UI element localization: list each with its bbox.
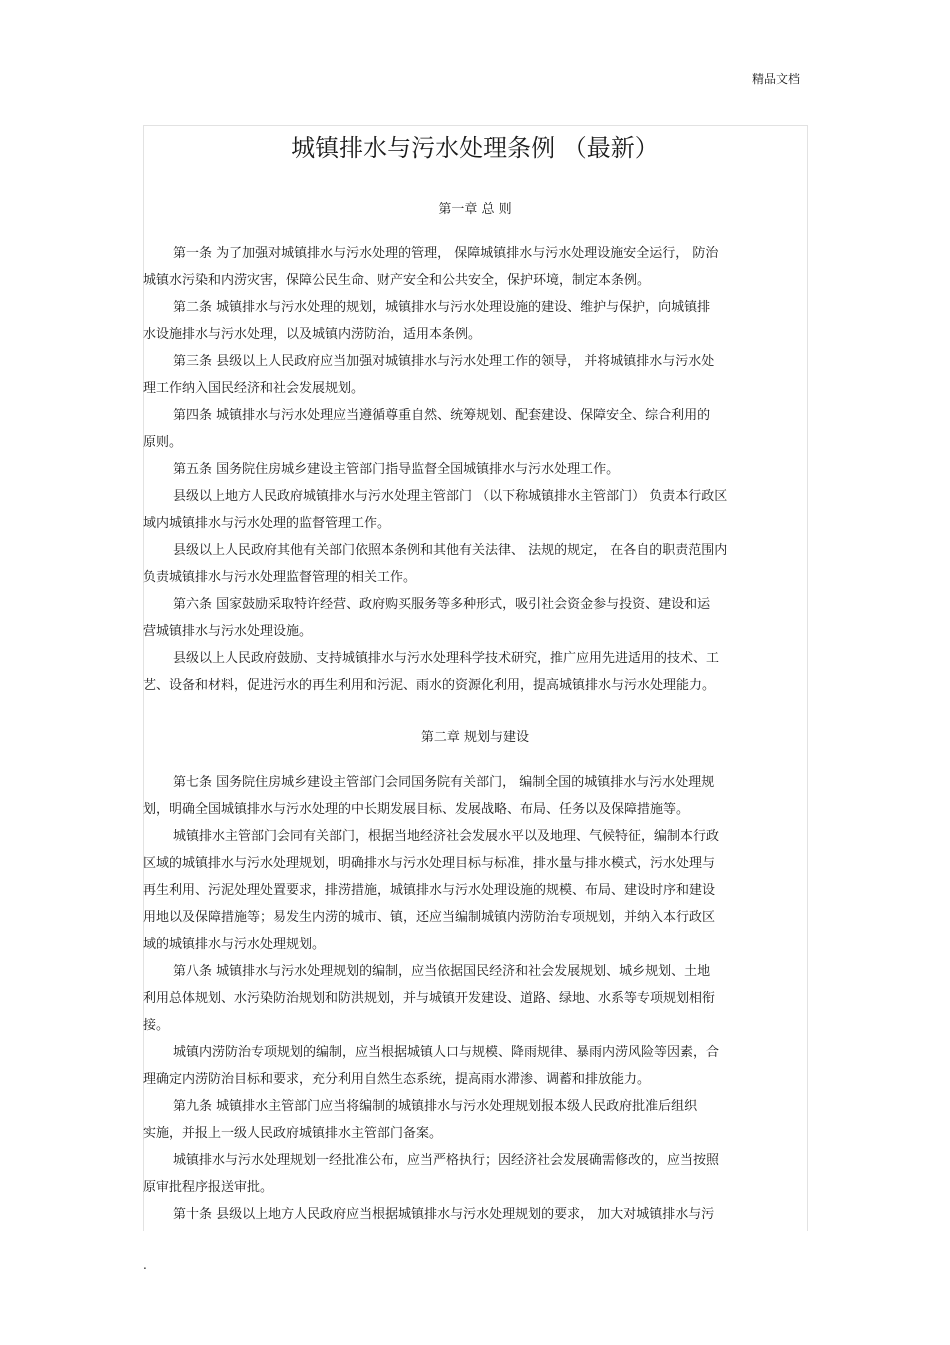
paragraph-line: 县级以上人民政府鼓励、支持城镇排水与污水处理科学技术研究，推广应用先进适用的技术、工: [173, 651, 720, 666]
paragraph-line: 用地以及保障措施等；易发生内涝的城市、镇，还应当编制城镇内涝防治专项规划，并纳入本行政区: [143, 910, 716, 925]
paragraph-line: 城镇排水主管部门会同有关部门，根据当地经济社会发展水平以及地理、气候特征，编制本行政: [173, 829, 720, 844]
paragraph-line: 艺、设备和材料，促进污水的再生利用和污泥、雨水的资源化利用，提高城镇排水与污水处理能力。: [143, 678, 716, 693]
paragraph-line: 城镇排水与污水处理规划一经批准公布，应当严格执行；因经济社会发展确需修改的，应当按照: [173, 1153, 720, 1168]
paragraph-line: 第九条 城镇排水主管部门应当将编制的城镇排水与污水处理规划报本级人民政府批准后组织: [173, 1099, 698, 1114]
chapter-heading-1: 第一章 总 则: [438, 202, 512, 217]
paragraph-line: 县级以上人民政府其他有关部门依照本条例和其他有关法律、 法规的规定， 在各自的职责范围内: [173, 543, 728, 558]
paragraph-line: 划，明确全国城镇排水与污水处理的中长期发展目标、发展战略、布局、任务以及保障措施等。: [143, 802, 690, 817]
paragraph-line: 城镇内涝防治专项规划的编制，应当根据城镇人口与规模、降雨规律、暴雨内涝风险等因素，合: [173, 1045, 720, 1060]
paragraph-line: 营城镇排水与污水处理设施。: [143, 624, 313, 639]
paragraph-line: 实施，并报上一级人民政府城镇排水主管部门备案。: [143, 1126, 443, 1141]
paragraph-line: 第二条 城镇排水与污水处理的规划，城镇排水与污水处理设施的建设、维护与保护，向城镇排: [173, 300, 711, 315]
paragraph-line: 理工作纳入国民经济和社会发展规划。: [143, 381, 365, 396]
paragraph-line: 利用总体规划、水污染防治规划和防洪规划，并与城镇开发建设、道路、绿地、水系等专项规划相衔: [143, 991, 716, 1006]
document-title: 城镇排水与污水处理条例 （最新）: [291, 134, 659, 162]
paragraph-line: 原审批程序报送审批。: [143, 1180, 274, 1195]
paragraph-line: 第八条 城镇排水与污水处理规划的编制，应当依据国民经济和社会发展规划、城乡规划、土地: [173, 964, 711, 979]
paragraph-line: 第六条 国家鼓励采取特许经营、政府购买服务等多种形式，吸引社会资金参与投资、建设和运: [173, 597, 711, 612]
paragraph-line: 再生利用、污泥处理处置要求，排涝措施，城镇排水与污水处理设施的规模、布局、建设时序和建设: [143, 883, 716, 898]
paragraph-line: 县级以上地方人民政府城镇排水与污水处理主管部门 （以下称城镇排水主管部门） 负责本行政区: [173, 489, 728, 504]
paragraph-line: 城镇水污染和内涝灾害，保障公民生命、财产安全和公共安全，保护环境，制定本条例。: [143, 273, 651, 288]
paragraph-line: 第五条 国务院住房城乡建设主管部门指导监督全国城镇排水与污水处理工作。: [173, 462, 620, 477]
paragraph-line: 原则。: [143, 435, 183, 450]
paragraph-line: 第十条 县级以上地方人民政府应当根据城镇排水与污水处理规划的要求， 加大对城镇排水与污: [173, 1207, 715, 1222]
paragraph-line: 接。: [143, 1018, 170, 1033]
footer-mark: .: [143, 1258, 147, 1272]
paragraph-line: 域内城镇排水与污水处理的监督管理工作。: [143, 516, 391, 531]
paragraph-line: 负责城镇排水与污水处理监督管理的相关工作。: [143, 570, 417, 585]
paragraph-line: 理确定内涝防治目标和要求，充分利用自然生态系统，提高雨水滞渗、调蓄和排放能力。: [143, 1072, 651, 1087]
paragraph-line: 第四条 城镇排水与污水处理应当遵循尊重自然、统筹规划、配套建设、保障安全、综合利用的: [173, 408, 711, 423]
chapter-heading-2: 第二章 规划与建设: [420, 730, 530, 745]
paragraph-line: 第七条 国务院住房城乡建设主管部门会同国务院有关部门， 编制全国的城镇排水与污水处理规: [173, 775, 715, 790]
paragraph-line: 域的城镇排水与污水处理规划。: [143, 937, 326, 952]
paragraph-line: 第一条 为了加强对城镇排水与污水处理的管理， 保障城镇排水与污水处理设施安全运行， 防治: [173, 246, 719, 261]
paragraph-line: 第三条 县级以上人民政府应当加强对城镇排水与污水处理工作的领导， 并将城镇排水与污水处: [173, 354, 715, 369]
paragraph-line: 水设施排水与污水处理，以及城镇内涝防治，适用本条例。: [143, 327, 482, 342]
paragraph-line: 区域的城镇排水与污水处理规划，明确排水与污水处理目标与标准，排水量与排水模式，污水处理与: [143, 856, 716, 871]
header-note: 精品文档: [752, 72, 801, 86]
